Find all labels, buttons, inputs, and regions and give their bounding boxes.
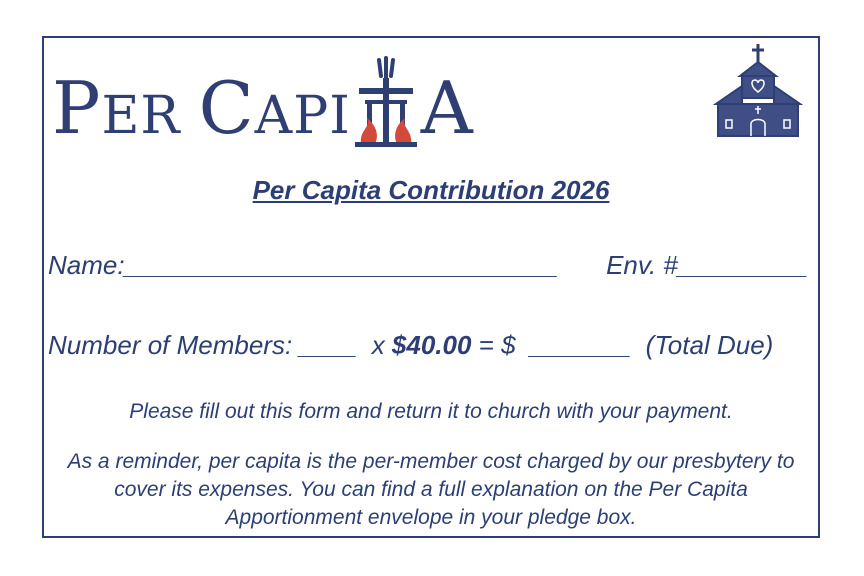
logo-letters-er: ER: [101, 86, 181, 146]
per-capita-logo: [52, 44, 474, 150]
reminder-text: As a reminder, per capita is the per-member cost charged by our presbytery to cover its expenses. You can find a full explanation on the Per Capita Apportionment envelope in your pledge box.: [67, 450, 795, 529]
church-icon: [712, 42, 804, 138]
contribution-card: [42, 36, 820, 538]
per-member-rate: $40.00: [391, 330, 472, 360]
presbyterian-seal-icon: [353, 54, 419, 150]
members-label: Number of Members: ____ x: [48, 330, 392, 360]
total-due-label: = $ _______ (Total Due): [471, 330, 774, 360]
logo-letters-api: API: [254, 86, 351, 146]
name-field[interactable]: Name:______________________________: [48, 250, 559, 280]
logo-letter-p: P: [52, 66, 102, 150]
logo-letter-c: C: [198, 66, 255, 150]
logo-letter-a: A: [420, 66, 474, 150]
form-title: Per Capita Contribution 2026: [252, 175, 610, 205]
instruction-text: Please fill out this form and return it to church with your payment.: [129, 400, 733, 423]
envelope-number-field[interactable]: Env. #_________: [606, 250, 808, 280]
members-calculation-line[interactable]: [48, 330, 773, 361]
